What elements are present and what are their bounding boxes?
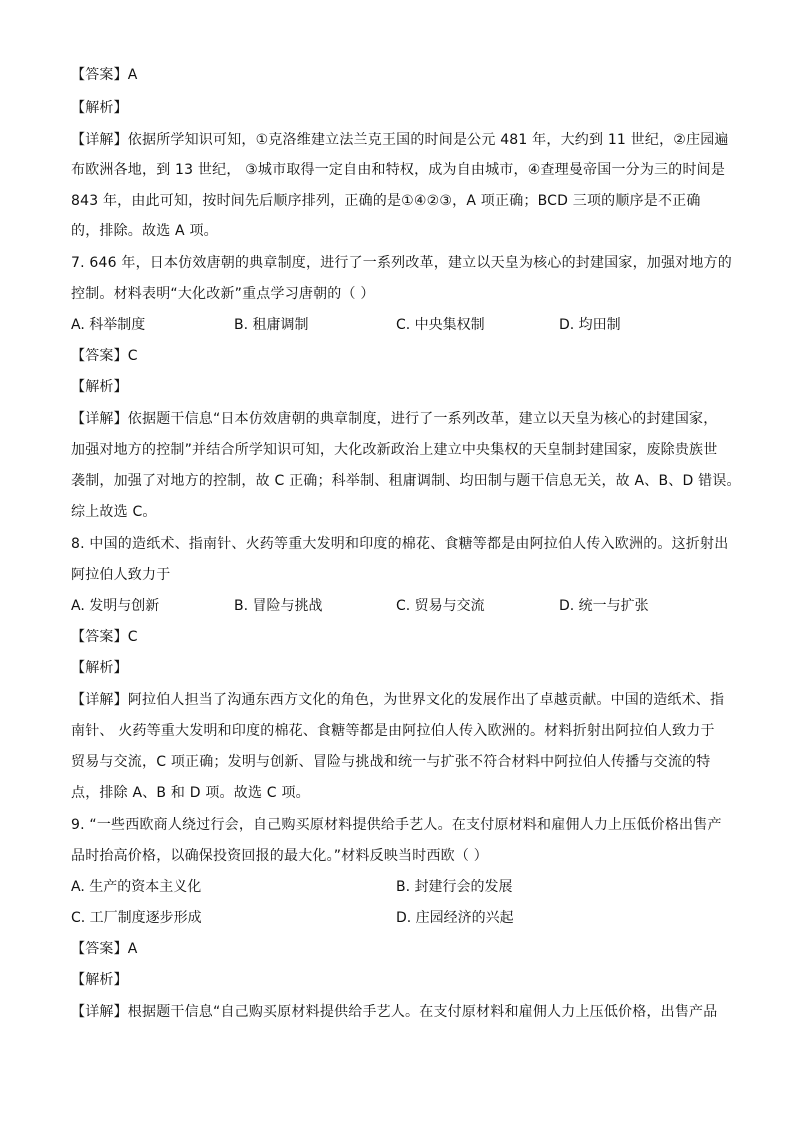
analysis-label: 【解析】 [71,100,128,116]
detail-line: 布欧洲各地，到 13 世纪， ③城市取得一定自由和特权，成为自由城市，④查理曼帝国一分为三的时间是 [71,162,726,178]
question-stem: 8. 中国的造纸术、指南针、火药等重大发明和印度的棉花、食糖等都是由阿拉伯人传入欧洲的。这折射出 [71,536,729,552]
analysis-label: 【解析】 [71,972,128,988]
option-b[interactable]: B. 冒险与挑战 [234,598,323,614]
option-a[interactable]: A. 生产的资本主义化 [71,879,202,895]
analysis-label: 【解析】 [71,660,128,676]
answer-label: 【答案】A [71,941,138,957]
detail-line: 的，排除。故选 A 项。 [71,223,218,239]
detail-line: 【详解】依据所学知识可知，①克洛维建立法兰克王国的时间是公元 481 年，大约到 11 世纪，②庄园遍 [71,132,729,148]
answer-label: 【答案】A [71,67,138,83]
detail-line: 加强对地方的控制”并结合所学知识可知，大化改新政治上建立中央集权的天皇制封建国家，废除贵族世 [71,442,718,458]
question-stem: 9. “一些西欧商人绕过行会，自己购买原材料提供给手艺人。在支付原材料和雇佣人力上压低价格出售产 [71,817,722,833]
question-stem: 品时抬高价格，以确保投资回报的最大化。”材料反映当时西欧（ ） [71,848,488,864]
question-stem: 7. 646 年，日本仿效唐朝的典章制度，进行了一系列改革，建立以天皇为核心的封建国家，加强对地方的 [71,255,732,271]
option-d[interactable]: D. 统一与扩张 [559,598,649,614]
option-c[interactable]: C. 中央集权制 [396,317,485,333]
answer-label: 【答案】C [71,629,138,645]
detail-line: 综上故选 C。 [71,504,157,520]
detail-line: 袭制，加强了对地方的控制，故 C 正确；科举制、租庸调制、均田制与题干信息无关，故 A、B、D 错误。 [71,473,741,489]
option-b[interactable]: B. 封建行会的发展 [396,879,513,895]
option-d[interactable]: D. 均田制 [559,317,621,333]
detail-line: 【详解】阿拉伯人担当了沟通东西方文化的角色，为世界文化的发展作出了卓越贡献。中国的造纸术、指 [71,692,725,708]
question-stem: 控制。材料表明“大化改新”重点学习唐朝的（ ） [71,286,375,302]
detail-line: 贸易与交流，C 项正确；发明与创新、冒险与挑战和统一与扩张不符合材料中阿拉伯人传播与交流的特 [71,754,711,770]
detail-line: 【详解】根据题干信息“自己购买原材料提供给手艺人。在支付原材料和雇佣人力上压低价格，出售产品 [71,1004,718,1020]
answer-label: 【答案】C [71,348,138,364]
option-c[interactable]: C. 贸易与交流 [396,598,485,614]
question-stem: 阿拉伯人致力于 [71,567,171,583]
detail-line: 南针、 火药等重大发明和印度的棉花、食糖等都是由阿拉伯人传入欧洲的。材料折射出阿拉伯人致力于 [71,723,715,739]
option-c[interactable]: C. 工厂制度逐步形成 [71,910,202,926]
option-d[interactable]: D. 庄园经济的兴起 [396,910,514,926]
detail-line: 点，排除 A、B 和 D 项。故选 C 项。 [71,785,310,801]
detail-line: 843 年，由此可知，按时间先后顺序排列，正确的是①④②③，A 项正确；BCD 三项的顺序是不正确 [71,193,701,209]
analysis-label: 【解析】 [71,379,128,395]
detail-line: 【详解】依据题干信息“日本仿效唐朝的典章制度，进行了一系列改革，建立以天皇为核心的封建国家， [71,411,718,427]
option-a[interactable]: A. 科举制度 [71,317,146,333]
option-a[interactable]: A. 发明与创新 [71,598,160,614]
option-b[interactable]: B. 租庸调制 [234,317,309,333]
